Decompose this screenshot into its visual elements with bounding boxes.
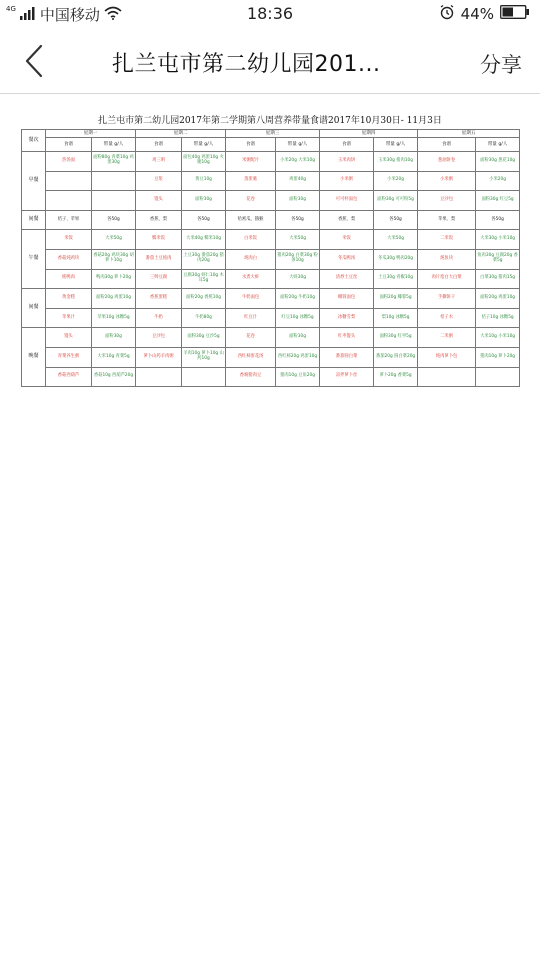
amount-header: 带量 g/人 xyxy=(182,138,226,152)
amount-cell: 大米10g 青菜5g xyxy=(92,347,136,367)
amount-cell: 面包40g 鸡蛋10g 火腿10g xyxy=(182,152,226,172)
amount-cell: 大米40g 糯米10g xyxy=(182,230,226,250)
amount-cell: 面粉30g xyxy=(92,328,136,348)
amount-cell: 豆腐30g 虾仁10g 木耳5g xyxy=(182,269,226,289)
day-header: 星期四 xyxy=(320,130,418,138)
amount-cell: 大米10g 小米10g xyxy=(476,328,520,348)
amount-cell: 猪肉20g 白菜30g 粉条10g xyxy=(276,249,320,269)
dish-cell: 米饭 xyxy=(320,230,374,250)
amount-cell xyxy=(92,191,136,211)
amount-cell: 面粉20g 香蕉10g xyxy=(182,289,226,309)
menu-title: 扎兰屯市第二幼儿园2017年第二学期第八周营养带量食谱2017年10月30日- 11月3日 xyxy=(98,116,442,126)
back-button[interactable] xyxy=(14,40,54,82)
dish-cell: 炖鱼块 xyxy=(418,249,476,269)
dish-cell: 香菇西葫芦 xyxy=(46,367,92,387)
dish-cell xyxy=(46,171,92,191)
amount-cell: 小米20g xyxy=(374,171,418,191)
amount-cell: 小米20g 大米10g xyxy=(276,152,320,172)
amount-cell: 玉米30g 猪肉10g xyxy=(374,152,418,172)
amount-header: 带量 g/人 xyxy=(92,138,136,152)
dish-cell: 玉米肉饼 xyxy=(320,152,374,172)
dish-cell: 水煮大虾 xyxy=(226,269,276,289)
amount-cell: 土豆30g 番茄20g 猪肉20g xyxy=(182,249,226,269)
menu-row xyxy=(22,171,520,191)
corner-header: 餐次 xyxy=(22,130,46,152)
menu-row xyxy=(22,230,520,250)
amount-cell xyxy=(92,171,136,191)
amount-header: 带量 g/人 xyxy=(276,138,320,152)
dish-cell: 花卷 xyxy=(226,191,276,211)
dish-cell: 黄金糕 xyxy=(46,289,92,309)
amount-cell: 各50g xyxy=(476,210,520,230)
dish-cell: 冬瓜鸭汤 xyxy=(320,249,374,269)
day-header: 星期二 xyxy=(136,130,226,138)
day-header: 星期三 xyxy=(226,130,320,138)
amount-cell: 番茄20g 圆白菜20g xyxy=(374,347,418,367)
dish-cell: 香焖猪肉豆 xyxy=(226,367,276,387)
dish-header: 食谱 xyxy=(46,138,92,152)
dish-cell: 红豆汁 xyxy=(226,308,276,328)
chevron-left-icon xyxy=(24,44,44,78)
amount-cell: 香菇20g 鸡块30g 胡萝卜10g xyxy=(92,249,136,269)
menu-row xyxy=(22,289,520,309)
dish-cell: 豆沙包 xyxy=(136,328,182,348)
dish-cell: 萝卜山药羊肉粥 xyxy=(136,347,182,367)
dish-cell: 可可杯面包 xyxy=(320,191,374,211)
amount-cell: 白菜30g 猪肉15g xyxy=(476,269,520,289)
amount-cell: 面粉30g xyxy=(276,191,320,211)
dish-cell xyxy=(418,367,476,387)
dish-cell: 手撕饼干 xyxy=(418,289,476,309)
dish-cell: 馒头 xyxy=(46,328,92,348)
amount-cell: 大米50g xyxy=(92,230,136,250)
amount-cell: 各50g xyxy=(182,210,226,230)
carrier-label: 中国移动 xyxy=(39,5,100,24)
dish-cell: 糯米饭 xyxy=(136,230,182,250)
dish-cell xyxy=(46,191,92,211)
amount-cell: 冬瓜30g 鸭肉20g xyxy=(374,249,418,269)
dish-cell: 二米粥 xyxy=(418,328,476,348)
dish-cell: 冰糖雪梨 xyxy=(320,308,374,328)
share-button[interactable]: 分享 xyxy=(480,53,522,77)
menu-row xyxy=(22,328,520,348)
dish-cell: 苹果、梨 xyxy=(418,210,476,230)
amount-cell: 小米20g xyxy=(476,171,520,191)
clock: 18:36 xyxy=(246,4,294,23)
status-bar xyxy=(0,0,540,28)
amount-cell: 面粉20g 鸡蛋10g xyxy=(92,289,136,309)
amount-cell: 面粉30g xyxy=(182,191,226,211)
amount-cell: 猪肉10g 豆角20g xyxy=(276,367,320,387)
amount-cell: 西红柿20g 鸡蛋10g xyxy=(276,347,320,367)
dish-cell: 哈密瓜、猕猴 xyxy=(226,210,276,230)
dish-cell: 清炒土豆丝 xyxy=(320,269,374,289)
dish-cell: 花卷 xyxy=(226,328,276,348)
status-right xyxy=(439,4,530,24)
dish-cell: 小米粥 xyxy=(418,171,476,191)
dish-header: 食谱 xyxy=(226,138,276,152)
dish-cell: 青菜养生粥 xyxy=(46,347,92,367)
amount-cell: 面粉30g 豆沙5g xyxy=(182,328,226,348)
amount-cell: 土豆30g 青椒10g xyxy=(374,269,418,289)
amount-header: 带量 g/人 xyxy=(476,138,520,152)
dish-cell: 红枣馒头 xyxy=(320,328,374,348)
amount-cell: 面粉30g 红豆5g xyxy=(476,191,520,211)
amount-cell: 大米50g xyxy=(374,230,418,250)
amount-cell: 面粉30g 葱花10g xyxy=(476,152,520,172)
amount-cell: 面粉30g xyxy=(276,328,320,348)
amount-cell xyxy=(182,367,226,387)
dish-cell: 牛奶面包 xyxy=(226,289,276,309)
meal-label: 间餐 xyxy=(22,289,46,328)
menu-row xyxy=(22,152,520,172)
amount-cell: 面粉20g 鸡蛋10g xyxy=(476,289,520,309)
dish-cell: 馒头 xyxy=(136,191,182,211)
day-header: 星期五 xyxy=(418,130,520,138)
dish-cell: 香蕉、梨 xyxy=(136,210,182,230)
amount-cell: 梨10g 冰糖5g xyxy=(374,308,418,328)
dish-cell: 豆浆 xyxy=(136,171,182,191)
dish-cell: 豆沙包 xyxy=(418,191,476,211)
amount-cell: 红豆10g 冰糖5g xyxy=(276,308,320,328)
alarm-clock-icon xyxy=(439,4,455,24)
menu-table xyxy=(21,129,520,387)
dish-header: 食谱 xyxy=(320,138,374,152)
meal-label: 间餐 xyxy=(22,210,46,230)
dish-cell: 炖肉白 xyxy=(226,249,276,269)
menu-row xyxy=(22,367,520,387)
amount-cell: 面粉80g 青菜10g 鸡蛋30g xyxy=(92,152,136,172)
battery-percent: 44% xyxy=(460,5,494,23)
amount-cell: 各50g xyxy=(276,210,320,230)
network-type-label: 4G xyxy=(6,5,16,13)
amount-cell: 大米30g 小米10g xyxy=(476,230,520,250)
dish-cell xyxy=(136,367,182,387)
amount-cell: 香菇10g 西葫芦20g xyxy=(92,367,136,387)
amount-cell: 面粉20g 牛奶10g xyxy=(276,289,320,309)
amount-cell: 鱼肉30g 豆腐20g 香菜5g xyxy=(476,249,520,269)
dish-cell: 桔子水 xyxy=(418,308,476,328)
dish-cell: 三鲜豆腐 xyxy=(136,269,182,289)
amount-cell: 面粉30g 可可粉5g xyxy=(374,191,418,211)
menu-image[interactable] xyxy=(21,113,519,449)
day-header: 星期一 xyxy=(46,130,136,138)
amount-cell: 鸭肉30g 萝卜20g xyxy=(92,269,136,289)
amount-cell xyxy=(476,367,520,387)
amount-cell: 鸡蛋40g xyxy=(276,171,320,191)
dish-cell: 二米饭 xyxy=(418,230,476,250)
dish-cell: 白米饭 xyxy=(226,230,276,250)
page-title: 扎兰屯市第二幼儿园201... xyxy=(112,52,381,77)
dish-cell: 凉拌萝卜丝 xyxy=(320,367,374,387)
menu-row xyxy=(22,249,520,269)
amount-cell: 大米50g xyxy=(276,230,320,250)
meal-label: 早餐 xyxy=(22,152,46,211)
dish-cell: 番茄圆白菜 xyxy=(320,347,374,367)
dish-cell: 米饭 xyxy=(46,230,92,250)
dish-cell: 炖鸭肉 xyxy=(46,269,92,289)
amount-cell: 各50g xyxy=(374,210,418,230)
amount-cell: 各50g xyxy=(92,210,136,230)
amount-cell: 桔子10g 冰糖5g xyxy=(476,308,520,328)
dish-cell: 牛奶 xyxy=(136,308,182,328)
dish-cell: 香蕉、梨 xyxy=(320,210,374,230)
article-content xyxy=(0,95,540,960)
dish-cell: 热汤面 xyxy=(46,152,92,172)
dish-cell: 鸡三明 xyxy=(136,152,182,172)
dish-header: 食谱 xyxy=(136,138,182,152)
amount-cell: 大虾30g xyxy=(276,269,320,289)
amount-header: 带量 g/人 xyxy=(374,138,418,152)
app-header xyxy=(0,28,540,94)
dish-cell: 桔子、苹果 xyxy=(46,210,92,230)
dish-cell: 椰蓉面包 xyxy=(320,289,374,309)
dish-cell: 苹果汁 xyxy=(46,308,92,328)
meal-label: 午餐 xyxy=(22,230,46,289)
menu-row xyxy=(22,269,520,289)
dish-cell: 蒸蛋羹 xyxy=(226,171,276,191)
amount-cell: 面粉30g 红枣5g xyxy=(374,328,418,348)
dish-header: 食谱 xyxy=(418,138,476,152)
menu-row xyxy=(22,308,520,328)
battery-icon xyxy=(500,5,530,23)
dish-cell: 葱油饼卷 xyxy=(418,152,476,172)
dish-cell: 番茄土豆炖肉 xyxy=(136,249,182,269)
dish-cell: 炖肉萝卜包 xyxy=(418,347,476,367)
dish-cell: 米粥配片 xyxy=(226,152,276,172)
amount-cell: 羊肉10g 萝卜10g 山药10g xyxy=(182,347,226,367)
amount-cell: 黄豆10g xyxy=(182,171,226,191)
menu-row xyxy=(22,210,520,230)
menu-row xyxy=(22,191,520,211)
menu-row xyxy=(22,347,520,367)
meal-label: 晚餐 xyxy=(22,328,46,387)
dish-cell: 西红柿蛋花汤 xyxy=(226,347,276,367)
amount-cell: 面粉20g 椰蓉5g xyxy=(374,289,418,309)
dish-cell: 香菇炖鸡块 xyxy=(46,249,92,269)
dish-cell: 香蕉蛋糕 xyxy=(136,289,182,309)
dish-cell: 肉片烩白大白菜 xyxy=(418,269,476,289)
amount-cell: 牛奶80g xyxy=(182,308,226,328)
dish-cell: 小米粥 xyxy=(320,171,374,191)
amount-cell: 猪肉10g 萝卜20g xyxy=(476,347,520,367)
amount-cell: 苹果10g 冰糖5g xyxy=(92,308,136,328)
amount-cell: 萝卜20g 香菜5g xyxy=(374,367,418,387)
